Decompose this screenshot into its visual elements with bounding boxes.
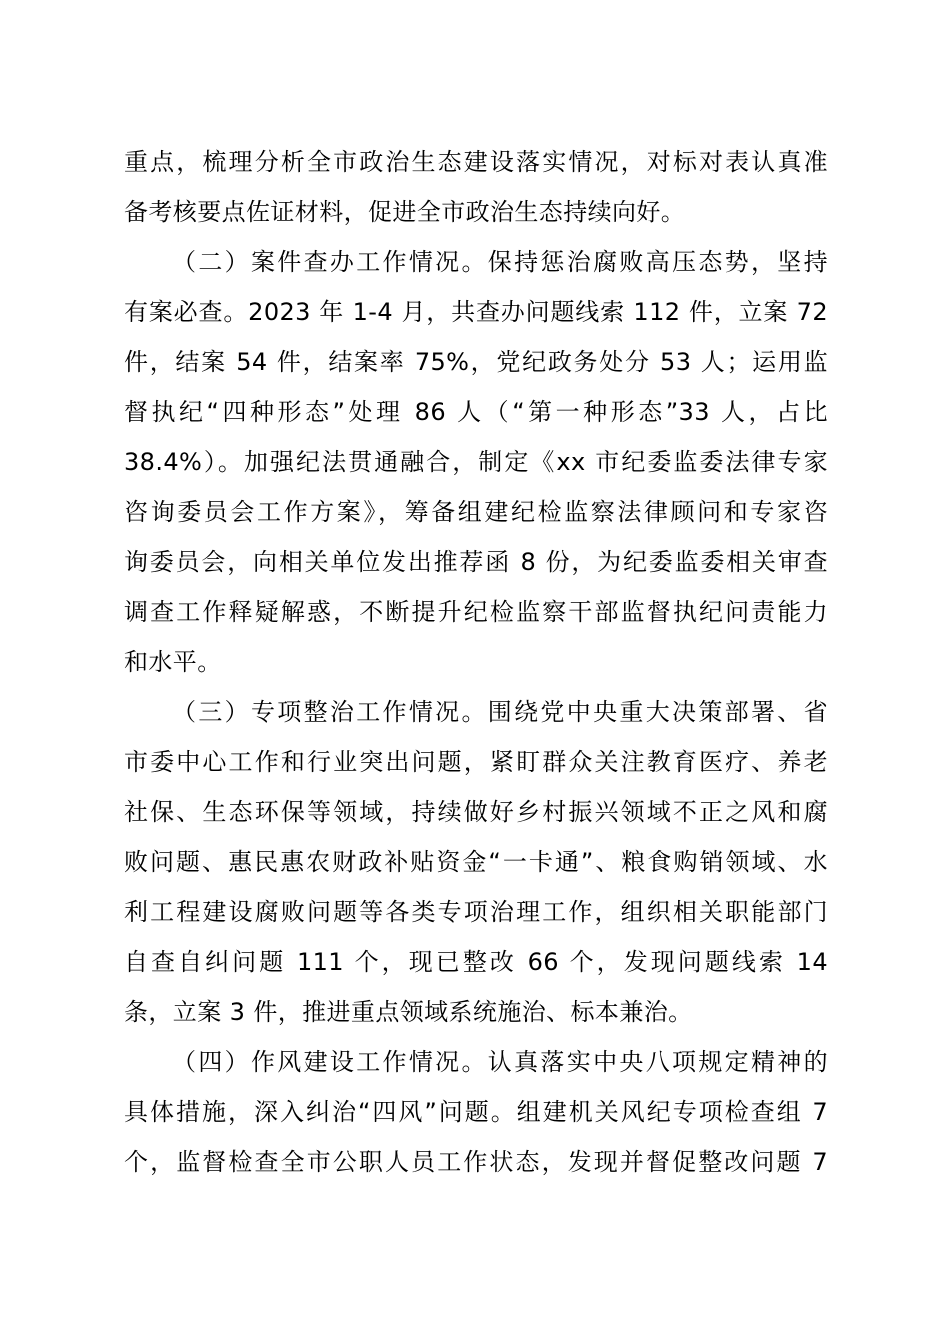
section-heading-line: （三）专项整治工作情况。围绕党中央重大决策部署、省 <box>172 698 828 726</box>
paragraph-line: 败问题、惠民惠农财政补贴资金“一卡通”、粮食购销领域、水 <box>124 848 828 876</box>
paragraph-line: 个，监督检查全市公职人员工作状态，发现并督促整改问题 7 <box>124 1148 828 1176</box>
paragraph-line: 询委员会，向相关单位发出推荐函 8 份，为纪委监委相关审查 <box>124 548 828 576</box>
paragraph-line: 条，立案 3 件，推进重点领域系统施治、标本兼治。 <box>124 998 693 1026</box>
paragraph-line: 咨询委员会工作方案》，筹备组建纪检监察法律顾问和专家咨 <box>124 498 828 526</box>
paragraph-line: 有案必查。2023 年 1-4 月，共查办问题线索 112 件，立案 72 <box>124 298 828 326</box>
paragraph-line: 督执纪“四种形态”处理 86 人（“第一种形态”33 人，占比 <box>124 398 828 426</box>
paragraph-line: 自查自纠问题 111 个，现已整改 66 个，发现问题线索 14 <box>124 948 828 976</box>
paragraph-line: 利工程建设腐败问题等各类专项治理工作，组织相关职能部门 <box>124 898 828 926</box>
paragraph-line: 具体措施，深入纠治“四风”问题。组建机关风纪专项检查组 7 <box>124 1098 828 1126</box>
paragraph-line: 社保、生态环保等领域，持续做好乡村振兴领域不正之风和腐 <box>124 798 828 826</box>
paragraph-line: 调查工作释疑解惑，不断提升纪检监察干部监督执纪问责能力 <box>124 598 828 626</box>
paragraph-line: 件，结案 54 件，结案率 75%，党纪政务处分 53 人；运用监 <box>124 348 828 376</box>
section-heading-line: （二）案件查办工作情况。保持惩治腐败高压态势，坚持 <box>172 248 828 276</box>
paragraph-line: 和水平。 <box>124 648 222 676</box>
paragraph-line: 备考核要点佐证材料，促进全市政治生态持续向好。 <box>124 198 686 226</box>
paragraph-line: 重点，梳理分析全市政治生态建设落实情况，对标对表认真准 <box>124 148 828 176</box>
paragraph-line: 38.4%）。加强纪法贯通融合，制定《xx 市纪委监委法律专家 <box>124 448 828 476</box>
paragraph-line: 市委中心工作和行业突出问题，紧盯群众关注教育医疗、养老 <box>124 748 828 776</box>
section-heading-line: （四）作风建设工作情况。认真落实中央八项规定精神的 <box>172 1048 828 1076</box>
